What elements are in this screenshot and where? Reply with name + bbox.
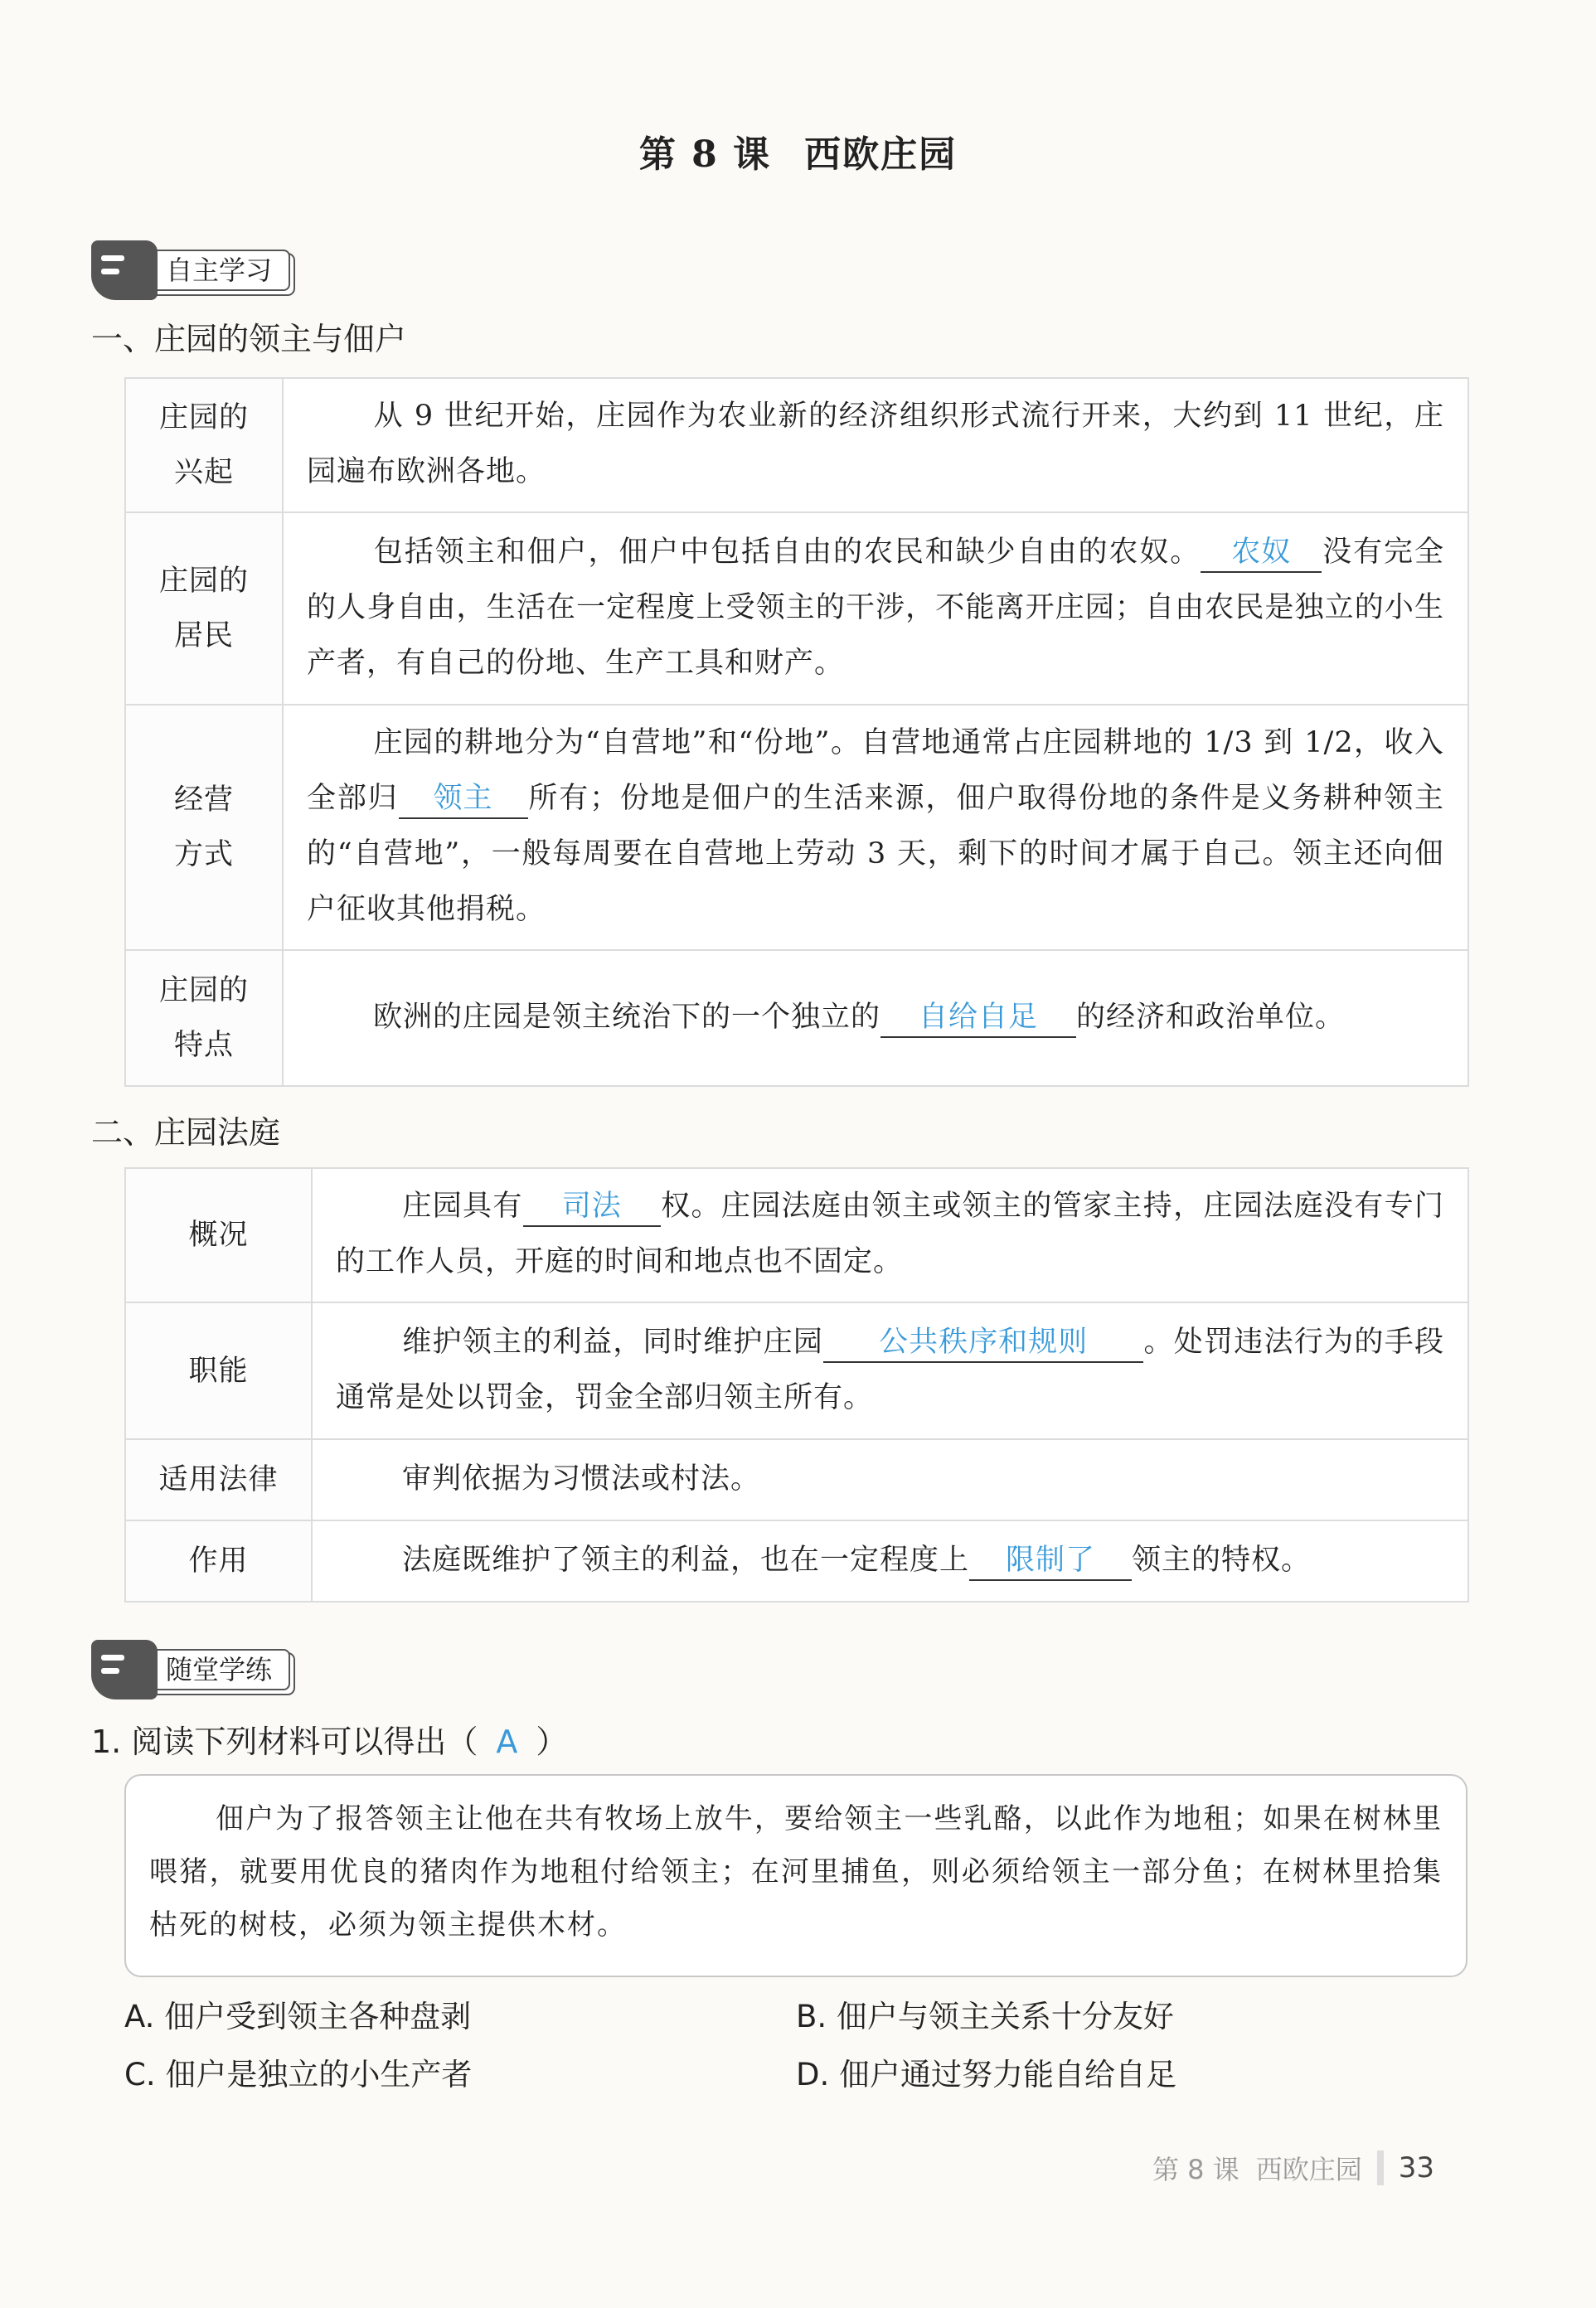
table-row <box>125 705 1468 950</box>
answer-blank: 限制了 <box>969 1541 1132 1581</box>
pen-note-icon <box>91 240 158 300</box>
lesson-number: 第 8 课 <box>638 133 772 176</box>
row-label: 作用 <box>125 1520 312 1602</box>
row-label: 庄园的 居民 <box>125 512 283 705</box>
table-row <box>125 1439 1468 1520</box>
footer-divider <box>1377 2150 1384 2185</box>
row-content: 包括领主和佃户，佃户中包括自由的农民和缺少自由的农奴。 农奴 没有完全的人身自由，生活在一定程度上受领主的干涉，不能离开庄园；自由农民是独立的小生产者，有自己的份地、生产工具和财产。 <box>283 512 1468 705</box>
row-content: 从 9 世纪开始，庄园作为农业新的经济组织形式流行开来，大约到 11 世纪，庄园遍布欧洲各地。 <box>283 378 1468 512</box>
option-d[interactable]: D. 佃户通过努力能自给自足 <box>796 2057 1177 2092</box>
manor-court-table <box>124 1167 1469 1603</box>
answer-blank: 自给自足 <box>880 998 1076 1038</box>
row-content: 审判依据为习惯法或村法。 <box>312 1439 1468 1520</box>
row-label: 职能 <box>125 1302 312 1439</box>
question-1-material: 佃户为了报答领主让他在共有牧场上放牛，要给领主一些乳酪，以此作为地租；如果在树林里喂猪，就要用优良的猪肉作为地租付给领主；在河里捕鱼，则必须给领主一部分鱼；在树林里拾集枯死的树枝，必须为领主提供木材。 <box>124 1774 1467 1977</box>
footer-title: 西欧庄园 <box>1255 2154 1362 2185</box>
table-row <box>125 1168 1468 1302</box>
question-1-answer: A <box>496 1724 518 1760</box>
table-row <box>125 950 1468 1086</box>
practice-badge <box>91 1640 290 1699</box>
row-label: 庄园的 特点 <box>125 950 283 1086</box>
section1-heading: 一、庄园的领主与佃户 <box>91 321 407 357</box>
self-study-badge <box>91 240 290 300</box>
question-1-prompt: 1. 阅读下列材料可以得出（ A ） <box>91 1724 568 1760</box>
option-b[interactable]: B. 佃户与领主关系十分友好 <box>796 1999 1174 2034</box>
lesson-title <box>0 124 1596 177</box>
table-row <box>125 512 1468 705</box>
page-number: 33 <box>1398 2151 1434 2184</box>
table-row <box>125 378 1468 512</box>
self-study-label: 自主学习 <box>149 250 290 291</box>
row-label: 经营 方式 <box>125 705 283 950</box>
pen-note-icon <box>91 1640 158 1699</box>
row-content: 欧洲的庄园是领主统治下的一个独立的 自给自足 的经济和政治单位。 <box>283 950 1468 1086</box>
answer-blank: 领主 <box>399 779 528 819</box>
section2-heading: 二、庄园法庭 <box>91 1114 281 1151</box>
row-content: 庄园的耕地分为“自营地”和“份地”。自营地通常占庄园耕地的 1/3 到 1/2，收入全部归 领主 所有；份地是佃户的生活来源，佃户取得份地的条件是义务耕种领主的“自营地”，一般每周要在自营地上劳动 3 天，剩下的时间才属于自己。领主还向佃户征收其他捐税。 <box>283 705 1468 950</box>
row-content: 庄园具有 司法 权。庄园法庭由领主或领主的管家主持，庄园法庭没有专门的工作人员，开庭的时间和地点也不固定。 <box>312 1168 1468 1302</box>
row-content: 维护领主的利益，同时维护庄园 公共秩序和规则 。处罚违法行为的手段通常是处以罚金，罚金全部归领主所有。 <box>312 1302 1468 1439</box>
manor-lord-tenant-table <box>124 377 1469 1087</box>
row-label: 概况 <box>125 1168 312 1302</box>
table-row <box>125 1302 1468 1439</box>
option-c[interactable]: C. 佃户是独立的小生产者 <box>124 2057 473 2092</box>
answer-blank: 司法 <box>523 1187 661 1227</box>
option-a[interactable]: A. 佃户受到领主各种盘剥 <box>124 1999 472 2034</box>
table-row <box>125 1520 1468 1602</box>
row-content: 法庭既维护了领主的利益，也在一定程度上 限制了 领主的特权。 <box>312 1520 1468 1602</box>
row-label: 适用法律 <box>125 1439 312 1520</box>
answer-blank: 公共秩序和规则 <box>823 1323 1143 1363</box>
footer-lesson: 第 8 课 <box>1152 2154 1239 2185</box>
page-footer <box>1152 2149 1434 2187</box>
row-label: 庄园的 兴起 <box>125 378 283 512</box>
practice-label: 随堂学练 <box>149 1649 290 1690</box>
lesson-name: 西欧庄园 <box>804 133 958 176</box>
answer-blank: 农奴 <box>1201 533 1322 573</box>
